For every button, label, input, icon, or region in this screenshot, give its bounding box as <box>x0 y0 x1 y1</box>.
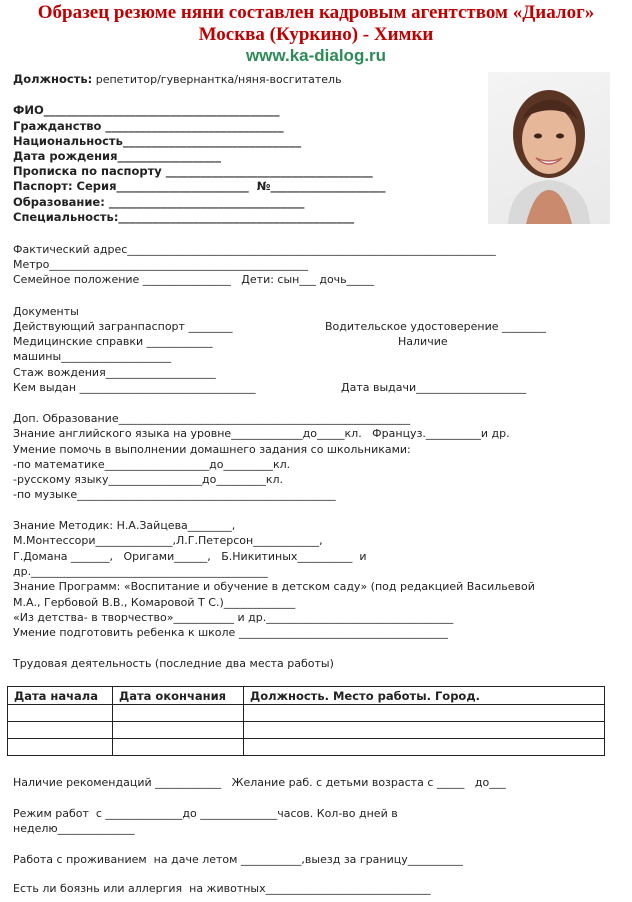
citizenship-field[interactable]: Гражданство _______________________________ <box>13 119 284 133</box>
position-row <box>13 73 342 86</box>
position-label: Должность: <box>13 72 93 86</box>
days-per-week-field[interactable]: неделю______________ <box>13 822 135 835</box>
work-history-table <box>7 686 605 756</box>
table-row <box>8 739 605 756</box>
live-in-field[interactable]: Работа с проживанием на даче летом ___________,выезд за границу__________ <box>13 853 463 866</box>
header-position: Должность. Место работы. Город. <box>244 687 605 705</box>
website-link[interactable]: www.ka-dialog.ru <box>245 46 387 65</box>
programs-field-2[interactable]: М.А., Гербовой В.В., Комаровой Т С.)_____________ <box>13 596 296 609</box>
additional-education-field[interactable]: Доп. Образование_____________________________________________________ <box>13 412 411 425</box>
table-cell[interactable] <box>244 705 605 722</box>
table-cell[interactable] <box>244 739 605 756</box>
table-cell[interactable] <box>8 739 113 756</box>
passport-field[interactable]: Паспорт: Серия_______________________ №____________________ <box>13 179 386 193</box>
header-end-date: Дата окончания <box>113 687 244 705</box>
car-field[interactable]: машины____________________ <box>13 350 172 363</box>
table-cell[interactable] <box>244 722 605 739</box>
document-city: Москва (Куркино) - Химки <box>198 24 434 45</box>
table-cell[interactable] <box>8 705 113 722</box>
table-cell[interactable] <box>8 722 113 739</box>
methods-field-2[interactable]: М.Монтессори______________,Л.Г.Петерсон____________, <box>13 534 323 547</box>
table-cell[interactable] <box>113 722 244 739</box>
issue-date-field[interactable]: Дата выдачи____________________ <box>341 381 527 394</box>
metro-field[interactable]: Метро_______________________________________________ <box>13 258 308 271</box>
nationality-field[interactable]: Национальность_______________________________ <box>13 134 302 148</box>
homework-label: Умение помочь в выполнении домашнего задания со школьниками: <box>13 443 411 456</box>
education-field[interactable]: Образование: __________________________________ <box>13 195 305 209</box>
table-row <box>8 722 605 739</box>
driver-license-field[interactable]: Водительское удостоверение ________ <box>325 320 547 333</box>
documents-heading: Документы <box>13 305 79 318</box>
passport-intl-field[interactable]: Действующий загранпаспорт ________ <box>13 320 233 333</box>
birthdate-field[interactable]: Дата рождения__________________ <box>13 149 221 163</box>
recommendations-field[interactable]: Наличие рекомендаций ____________ Желание раб. с детьми возраста с _____ до___ <box>13 776 506 789</box>
methods-field-1[interactable]: Знание Методик: Н.А.Зайцева________, <box>13 519 236 532</box>
position-value: репетитор/гувернантка/няня-восгитатель <box>92 73 342 86</box>
math-field[interactable]: -по математике___________________до_________кл. <box>13 458 291 471</box>
music-field[interactable]: -по музыке_______________________________________________ <box>13 488 336 501</box>
header-start-date: Дата начала <box>8 687 113 705</box>
methods-field-4[interactable]: др.___________________________________________ <box>13 565 268 578</box>
issued-by-field[interactable]: Кем выдан ________________________________ <box>13 381 256 394</box>
driving-experience-field[interactable]: Стаж вождения____________________ <box>13 366 216 379</box>
table-cell[interactable] <box>113 739 244 756</box>
schedule-field[interactable]: Режим работ с ______________до ______________часов. Кол-во дней в <box>13 807 398 820</box>
russian-field[interactable]: -русскому языку_________________до_________кл. <box>13 473 284 486</box>
family-field[interactable]: Семейное положение ________________ Дети: сын___ дочь_____ <box>13 273 375 286</box>
fio-field[interactable]: ФИО_________________________________________ <box>13 103 280 117</box>
table-row <box>8 705 605 722</box>
programs-field-3[interactable]: «Из детства- в творчество»___________ и др.__________________________________ <box>13 611 454 624</box>
english-field[interactable]: Знание английского языка на уровне_____________до_____кл. Француз.__________и др. <box>13 427 510 440</box>
table-cell[interactable] <box>113 705 244 722</box>
car-have-label: Наличие <box>398 335 448 348</box>
document-title: Образец резюме няни составлен кадровым агентством «Диалог» <box>37 2 595 23</box>
specialty-field[interactable]: Специальность:_________________________________________ <box>13 210 355 224</box>
table-header-row <box>8 687 605 705</box>
school-prep-field[interactable]: Умение подготовить ребенка к школе ______________________________________ <box>13 626 448 639</box>
address-field[interactable]: Фактический адрес___________________________________________________________________ <box>13 243 496 256</box>
methods-field-3[interactable]: Г.Домана _______, Оригами______, Б.Никитиных__________ и <box>13 550 367 563</box>
candidate-photo <box>488 72 610 224</box>
registration-field[interactable]: Прописка по паспорту ____________________________________ <box>13 164 373 178</box>
medical-field[interactable]: Медицинские справки ____________ <box>13 335 213 348</box>
allergy-field[interactable]: Есть ли боязнь или аллергия на животных______________________________ <box>13 882 431 895</box>
work-history-title: Трудовая деятельность (последние два места работы) <box>13 657 334 670</box>
programs-field-1: Знание Программ: «Воспитание и обучение в детском саду» (под редакцией Васильевой <box>13 580 535 593</box>
